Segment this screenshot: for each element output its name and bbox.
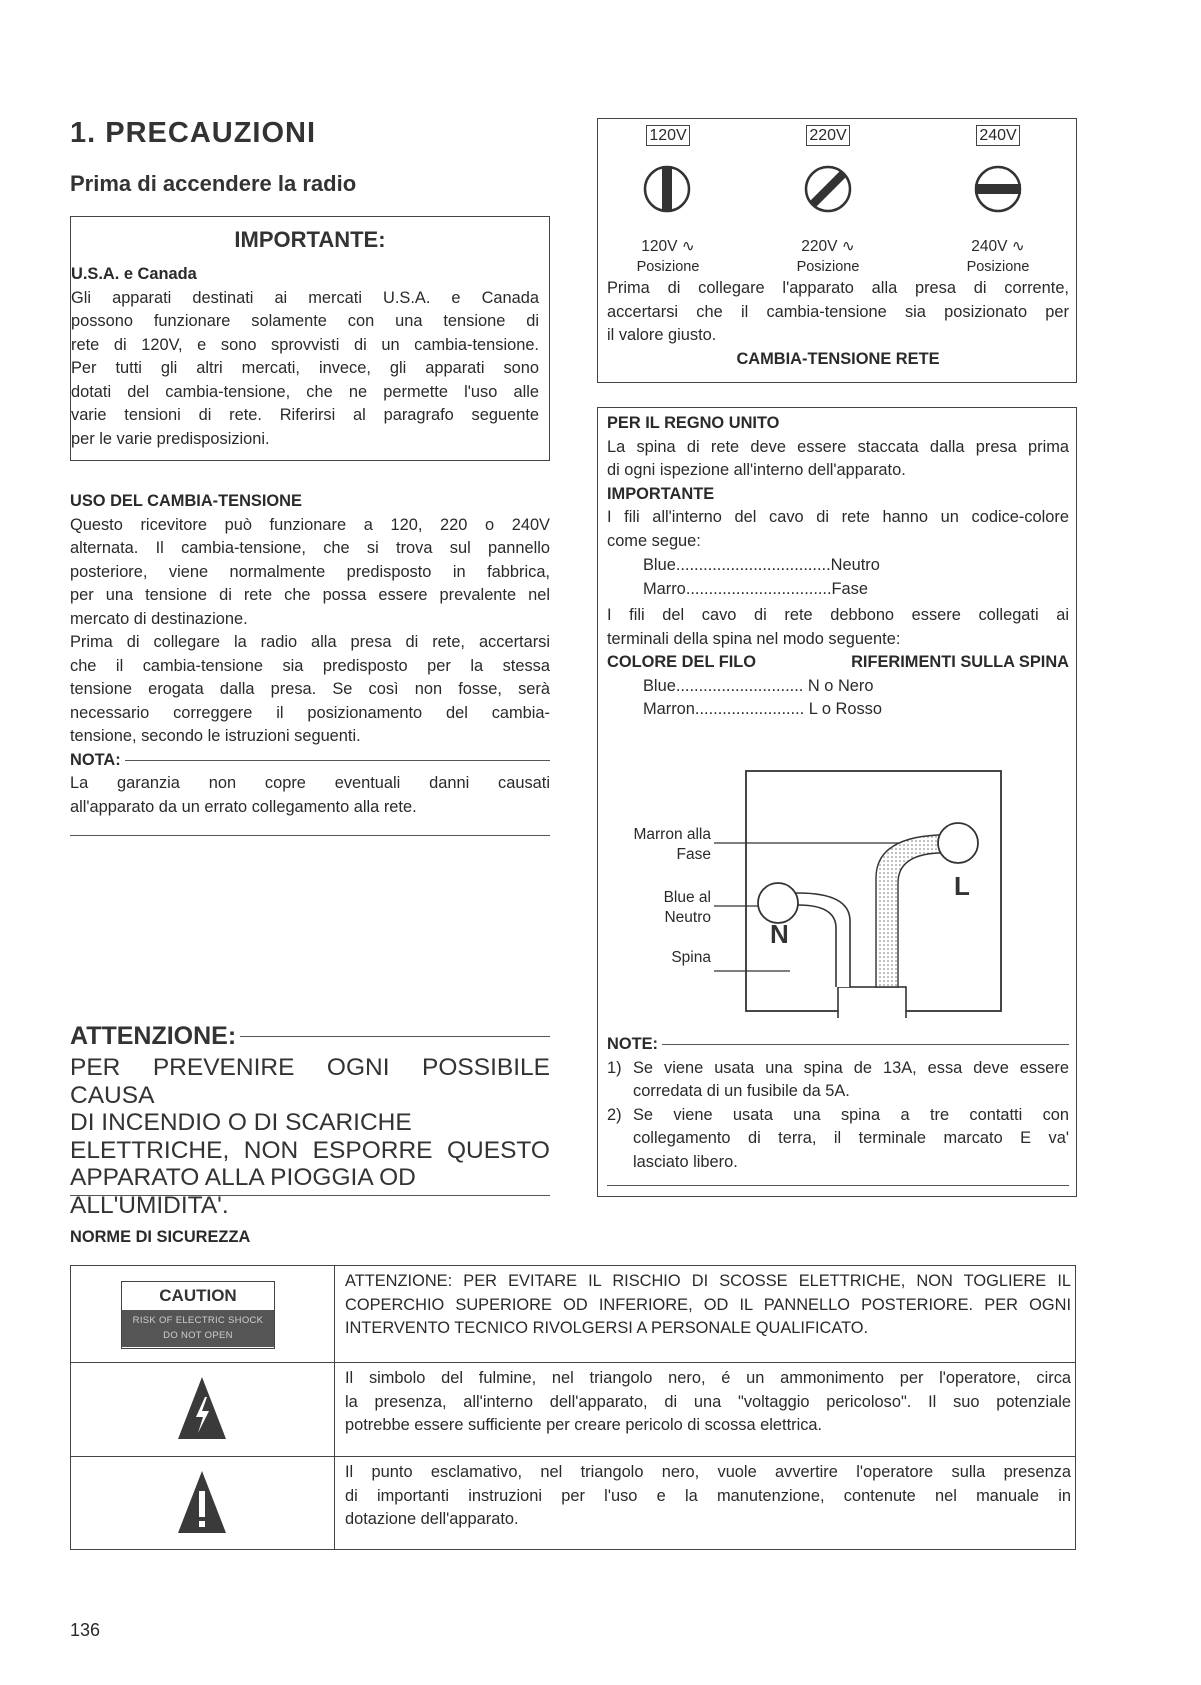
voltage-col-220 (798, 125, 858, 146)
uk-notes (607, 1033, 1069, 1174)
voltage-tag-220: 220V (806, 125, 849, 146)
voltage-box (597, 118, 1077, 383)
switch-240-icon (973, 164, 1023, 214)
importante-heading: IMPORTANTE: (234, 227, 386, 252)
note-rule (662, 1044, 1069, 1045)
caution-sub-1: RISK OF ELECTRIC SHOCK (132, 1315, 264, 1326)
voltage-pos-220: Posizione (796, 259, 860, 275)
note-1-line-2: corredata di un fusibile da 5A. (633, 1082, 850, 1100)
switch-120-icon (642, 164, 692, 214)
uso-heading: USO DEL CAMBIA-TENSIONE (70, 492, 302, 510)
code-value-marro: Fase (831, 579, 868, 598)
uso-p2-line-4: necessario correggere il posizionamento del cambia- (70, 703, 550, 722)
caution-band (122, 1310, 274, 1347)
caution-cell (71, 1266, 335, 1363)
safety-row-exclamation (71, 1457, 1076, 1550)
exclamation-text-cell (335, 1457, 1076, 1550)
uk-box (597, 407, 1077, 1197)
importante-region: U.S.A. e Canada (71, 265, 197, 283)
importante-line-7: per le varie predisposizioni. (71, 429, 270, 448)
voltage-value-220: 220V ∿ (801, 238, 855, 255)
uso-p2-line-3: tensione erogata dalla presa. Se così non fosse, serà (70, 680, 550, 698)
note-label: NOTE: (607, 1035, 658, 1053)
uk-p3-line-2: terminali della spina nel modo seguente: (607, 629, 901, 648)
uk-heading: PER IL REGNO UNITO (607, 414, 780, 432)
caution-label: CAUTION (159, 1286, 237, 1305)
row2-line-2: la presenza, all'interno dell'apparato, di una "voltaggio pericoloso". Il suo potenziale (345, 1392, 1071, 1411)
voltage-col-240 (968, 125, 1028, 146)
voltage-value-120: 120V ∿ (641, 238, 695, 255)
voltage-label-120 (618, 237, 718, 277)
code-name-blue: Blue (643, 556, 676, 574)
caution-label-box (121, 1281, 275, 1349)
lightning-text-cell (335, 1363, 1076, 1457)
voltage-caption: CAMBIA-TENSIONE RETE (736, 349, 940, 368)
code-name-marro: Marro (643, 579, 686, 598)
row1-line-2: COPERCHIO SUPERIORE OD INFERIORE, OD IL PANNELLO POSTERIORE. PER OGNI (345, 1295, 1071, 1314)
row1-line-1: ATTENZIONE: PER EVITARE IL RISCHIO DI SCOSSE ELETTRICHE, NON TOGLIERE IL (345, 1272, 1071, 1290)
lightning-warning-icon (176, 1373, 228, 1443)
uk-p2-line-2: come segue: (607, 531, 701, 550)
page-number: 136 (70, 1620, 101, 1640)
code-row-marro (607, 578, 1069, 602)
code-value-blue: Neutro (830, 556, 880, 574)
safety-row-lightning (71, 1363, 1076, 1457)
attenzione-rule (240, 1036, 550, 1037)
voltage-tag-120: 120V (646, 125, 689, 146)
uk-importante: IMPORTANTE (607, 484, 715, 503)
norme-heading: NORME DI SICUREZZA (70, 1228, 251, 1246)
terminal-name-marron: Marron (643, 700, 695, 718)
caution-sub-2: DO NOT OPEN (163, 1330, 233, 1341)
exclamation-warning-icon (176, 1467, 228, 1537)
importante-line-1: Gli apparati destinati ai mercati U.S.A. e Canada (71, 288, 539, 307)
attenzione-heading-row (70, 1022, 550, 1051)
voltage-text-line-2: accertarsi che il cambia-tensione sia posizionato per (607, 302, 1069, 321)
nota-line-2: all'apparato da un errato collegamento alla rete. (70, 797, 417, 816)
terminal-value-marron: L o Rosso (808, 700, 882, 718)
voltage-tag-240: 240V (976, 125, 1019, 146)
uso-p1-line-5: mercato di destinazione. (70, 609, 248, 628)
importante-line-4: Per tutti gli altri mercati, invece, gli apparati sono (71, 359, 539, 377)
importante-box (70, 216, 550, 461)
uk-text (607, 412, 1069, 722)
nota-label: NOTA: (70, 750, 121, 769)
plug-diagram (598, 763, 1078, 1018)
uk-p2-line-1: I fili all'interno del cavo di rete hanno un codice-colore (607, 508, 1069, 526)
terminal-value-blue: N o Nero (807, 676, 874, 695)
diagram-label-blue-1: Blue al (663, 889, 711, 906)
attenzione-section (70, 1022, 550, 1219)
notes-bottom-rule (607, 1185, 1069, 1186)
uso-p2-line-5: tensione, secondo le istruzioni seguenti. (70, 727, 361, 745)
uso-p1-line-1: Questo ricevitore può funzionare a 120, 220 o 240V (70, 515, 550, 534)
note-1-line-1: Se viene usata una spina de 13A, essa deve essere (633, 1058, 1069, 1077)
diagram-label-spina: Spina (671, 949, 711, 966)
nota-bottom-rule (70, 835, 550, 836)
note-2-line-3: lasciato libero. (633, 1152, 738, 1171)
code-row-blue (607, 554, 1069, 578)
diagram-label-blue-2: Neutro (664, 909, 711, 926)
uso-p1-line-4: per una tensione di rete che possa essere prevalente nel (70, 586, 550, 604)
terminal-dots-marron: ........................ (694, 700, 805, 718)
diagram-label-marron-2: Fase (676, 846, 711, 863)
lightning-cell (71, 1363, 335, 1457)
row1-line-3: INTERVENTO TECNICO RIVOLGERSI A PERSONALE QUALIFICATO. (345, 1319, 869, 1337)
voltage-label-240 (948, 237, 1048, 277)
note-2-num: 2) (607, 1105, 622, 1124)
diagram-letter-l: L (954, 871, 970, 901)
page-subtitle: Prima di accendere la radio (70, 171, 357, 196)
safety-row-caution (71, 1266, 1076, 1363)
attenzione-line-1: PER PREVENIRE OGNI POSSIBILE CAUSA (70, 1054, 550, 1109)
uso-p2-line-2: che il cambia-tensione sia predisposto per la stessa (70, 656, 550, 675)
attenzione-bottom-rule (70, 1195, 550, 1196)
diagram-label-marron-1: Marron alla (633, 826, 711, 843)
col-header-left: COLORE DEL FILO (607, 653, 757, 671)
code-dots-marro: ................................ (685, 579, 832, 598)
voltage-col-120 (638, 125, 698, 146)
caution-text-cell (335, 1266, 1076, 1363)
importante-line-5: dotati del cambia-tensione, che ne permette l'uso alle (71, 382, 539, 401)
note-heading-row (607, 1033, 1069, 1057)
attenzione-line-5: ALL'UMIDITA'. (70, 1191, 229, 1219)
note-2 (607, 1104, 1069, 1175)
nota-rule (125, 760, 550, 761)
note-2-line-1: Se viene usata una spina a tre contatti con (633, 1105, 1069, 1124)
row3-line-2: di importanti instruzioni per l'uso e la manutenzione, contenute nel manuale in (345, 1486, 1071, 1505)
voltage-value-240: 240V ∿ (971, 238, 1025, 255)
nota-line-1: La garanzia non copre eventuali danni causati (70, 774, 550, 792)
voltage-label-220 (778, 237, 878, 277)
row3-line-3: dotazione dell'apparato. (345, 1510, 519, 1528)
switch-220-icon (803, 164, 853, 214)
attenzione-heading: ATTENZIONE: (70, 1022, 237, 1050)
wire-table-header (607, 651, 1069, 675)
note-1 (607, 1057, 1069, 1104)
row2-line-3: potrebbe essere sufficiente per creare pericolo di scossa elettrica. (345, 1416, 823, 1434)
importante-line-2: possono funzionare solamente con una tensione di (71, 312, 539, 330)
row2-line-1: Il simbolo del fulmine, nel triangolo nero, é un ammonimento per l'operatore, circa (345, 1369, 1071, 1387)
page-title: 1. PRECAUZIONI (70, 117, 317, 149)
voltage-pos-240: Posizione (966, 259, 1030, 275)
safety-table (70, 1265, 1076, 1550)
attenzione-line-2: DI INCENDIO O DI SCARICHE (70, 1109, 412, 1136)
terminal-name-blue: Blue (643, 676, 676, 695)
note-2-line-2: collegamento di terra, il terminale marcato E va' (633, 1129, 1069, 1147)
voltage-text (607, 277, 1069, 371)
uso-p1-line-3: posteriore, viene normalmente predisposto in fabbrica, (70, 562, 550, 581)
uso-section (70, 490, 550, 819)
uso-p2-line-1: Prima di collegare la radio alla presa di rete, accertarsi (70, 633, 550, 651)
exclamation-cell (71, 1457, 335, 1550)
terminal-row-marron (607, 698, 1069, 722)
attenzione-line-3: ELETTRICHE, NON ESPORRE QUESTO (70, 1136, 550, 1164)
note-1-num: 1) (607, 1058, 622, 1077)
attenzione-line-4: APPARATO ALLA PIOGGIA OD (70, 1164, 416, 1191)
code-dots-blue: .................................. (675, 556, 831, 574)
uk-p3-line-1: I fili del cavo di rete debbono essere collegati ai (607, 606, 1069, 624)
row3-line-1: Il punto esclamativo, nel triangolo nero, vuole avvertire l'operatore sulla presenza (345, 1463, 1071, 1481)
uso-p1-line-2: alternata. Il cambia-tensione, che si trova sul pannello (70, 539, 550, 557)
terminal-dots-blue: ............................ (675, 676, 804, 695)
diagram-letter-n: N (770, 919, 789, 949)
col-header-right: RIFERIMENTI SULLA SPINA (851, 653, 1069, 671)
uk-p1-line-1: La spina di rete deve essere staccata dalla presa prima (607, 437, 1069, 456)
importante-line-6: varie tensioni di rete. Riferirsi al paragrafo seguente (71, 406, 539, 424)
importante-line-3: rete di 120V, e sono sprovvisti di un cambia-tensione. (71, 335, 539, 354)
voltage-text-line-1: Prima di collegare l'apparato alla presa di corrente, (607, 279, 1069, 297)
uk-p1-line-2: di ogni ispezione all'interno dell'apparato. (607, 461, 906, 479)
voltage-pos-120: Posizione (636, 259, 700, 275)
voltage-text-line-3: il valore giusto. (607, 326, 717, 344)
nota-row (70, 749, 550, 773)
terminal-row-blue (607, 675, 1069, 699)
plug-wiring-icon (598, 763, 1078, 1018)
